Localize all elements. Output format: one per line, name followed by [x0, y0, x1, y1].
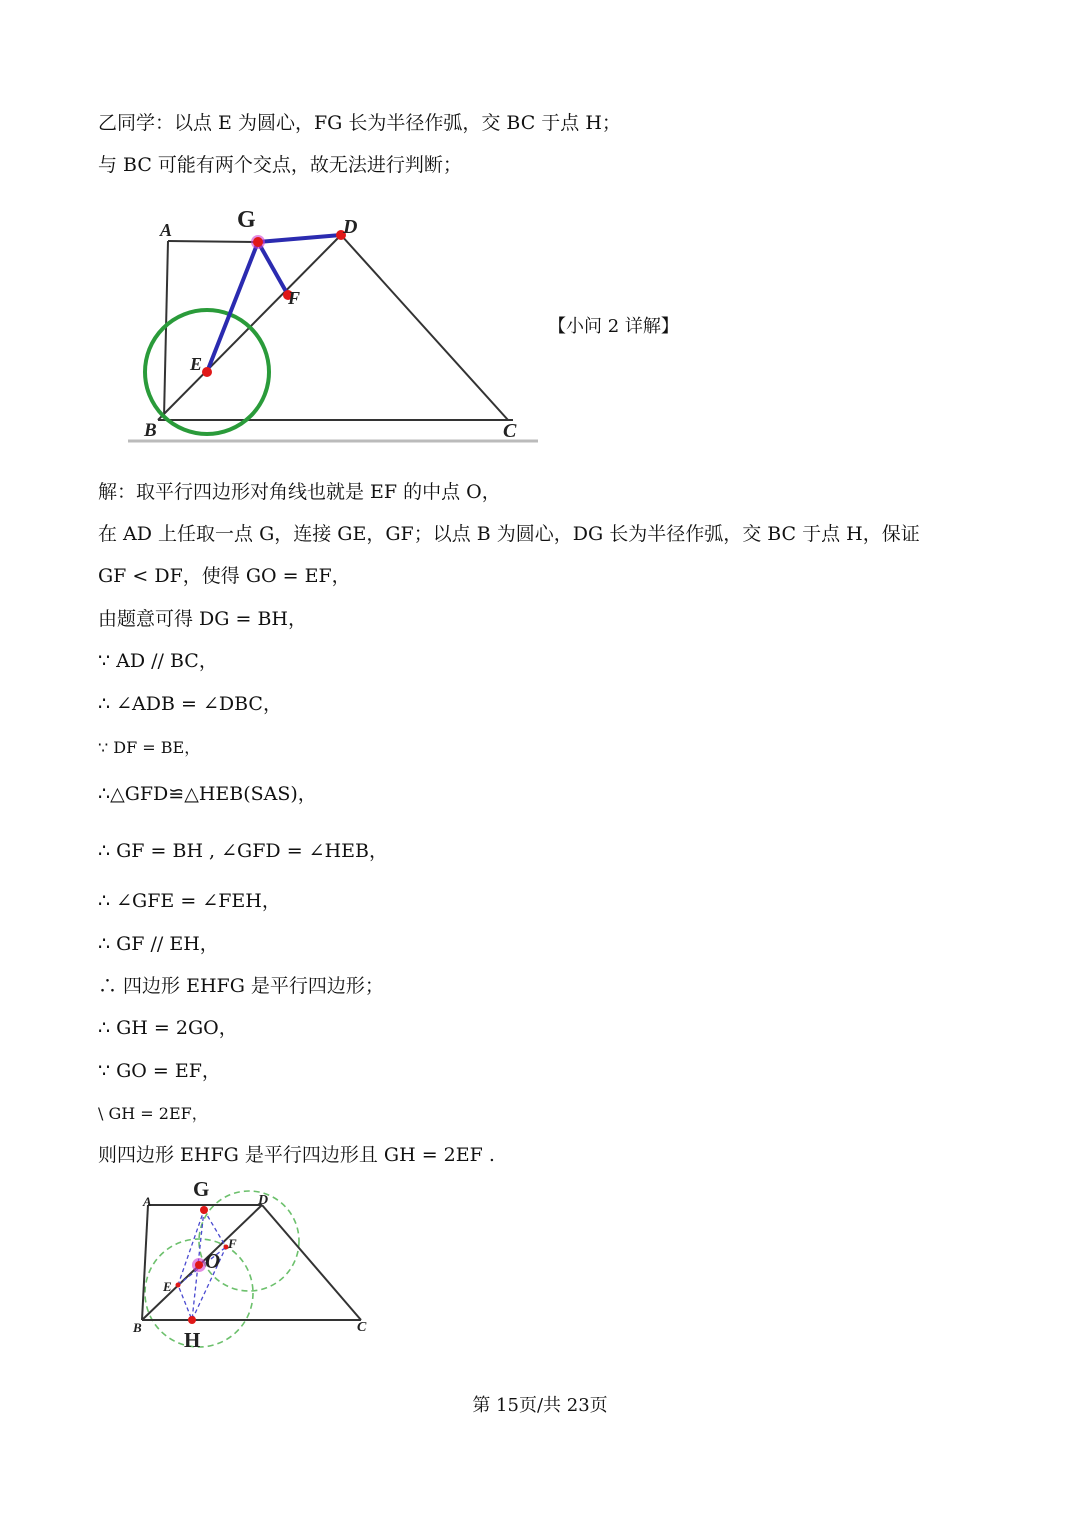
label2-H: H	[184, 1328, 201, 1352]
label-F: F	[288, 288, 301, 308]
text-line-18: 则四边形 EHFG 是平行四边形且 GH = 2EF .	[98, 1144, 495, 1166]
point-O	[195, 1261, 203, 1269]
text-line-14: ∴ 四边形 EHFG 是平行四边形；	[98, 975, 384, 997]
point-H	[188, 1316, 196, 1324]
text-line-3: 解：取平行四边形对角线也就是 EF 的中点 O，	[98, 481, 501, 503]
text-line-6: 由题意可得 DG = BH，	[98, 608, 307, 630]
text-line-2: 与 BC 可能有两个交点，故无法进行判断；	[98, 154, 462, 176]
label2-A: A	[143, 1194, 152, 1209]
text-line-12: ∴ ∠GFE = ∠FEH，	[98, 890, 281, 912]
segment-DC	[341, 235, 508, 420]
text-line-13: ∴ GF // EH，	[98, 933, 219, 955]
label2-O: O	[205, 1249, 221, 1273]
segment-AB	[142, 1205, 148, 1320]
label2-C: C	[357, 1320, 367, 1335]
point-E	[202, 367, 212, 377]
label2-G: G	[193, 1177, 210, 1201]
text-line-8: ∴ ∠ADB = ∠DBC，	[98, 693, 282, 715]
segment-GF	[258, 242, 288, 295]
text-line-17: \ GH = 2EF，	[98, 1104, 208, 1123]
text-line-16: ∵ GO = EF，	[98, 1060, 221, 1082]
label2-E: E	[163, 1279, 172, 1294]
text-line-9: ∵ DF = BE，	[98, 738, 201, 757]
label-A: A	[160, 220, 173, 240]
label-C: C	[503, 420, 517, 442]
geometry-figure-2	[126, 1185, 386, 1355]
segment-AG	[168, 241, 258, 242]
section-heading: 【小问 2 详解】	[548, 316, 679, 337]
geometry-figure-1	[128, 205, 548, 455]
text-line-5: GF < DF，使得 GO = EF，	[98, 565, 351, 587]
label2-F: F	[228, 1236, 237, 1251]
label2-D: D	[258, 1193, 269, 1208]
text-line-10: ∴△GFD≌△HEB(SAS)，	[98, 783, 317, 805]
label-G: G	[237, 207, 256, 233]
label-B: B	[144, 420, 157, 441]
label-D: D	[343, 216, 358, 238]
text-line-7: ∵ AD // BC，	[98, 650, 218, 672]
text-line-15: ∴ GH = 2GO，	[98, 1017, 238, 1039]
text-line-4: 在 AD 上任取一点 G，连接 GE，GF；以点 B 为圆心，DG 长为半径作弧，交 BC 于点 H，保证	[98, 523, 920, 545]
label2-B: B	[133, 1320, 142, 1335]
point-G	[200, 1206, 208, 1214]
text-line-1: 乙同学：以点 E 为圆心，FG 长为半径作弧，交 BC 于点 H；	[98, 112, 621, 134]
text-line-11: ∴ GF = BH , ∠GFD = ∠HEB，	[98, 840, 388, 862]
label-E: E	[190, 354, 203, 374]
page-footer: 第 15页/共 23页	[472, 1395, 608, 1416]
segment-DC	[262, 1205, 361, 1320]
point-E	[176, 1283, 181, 1288]
point-G	[253, 237, 263, 247]
